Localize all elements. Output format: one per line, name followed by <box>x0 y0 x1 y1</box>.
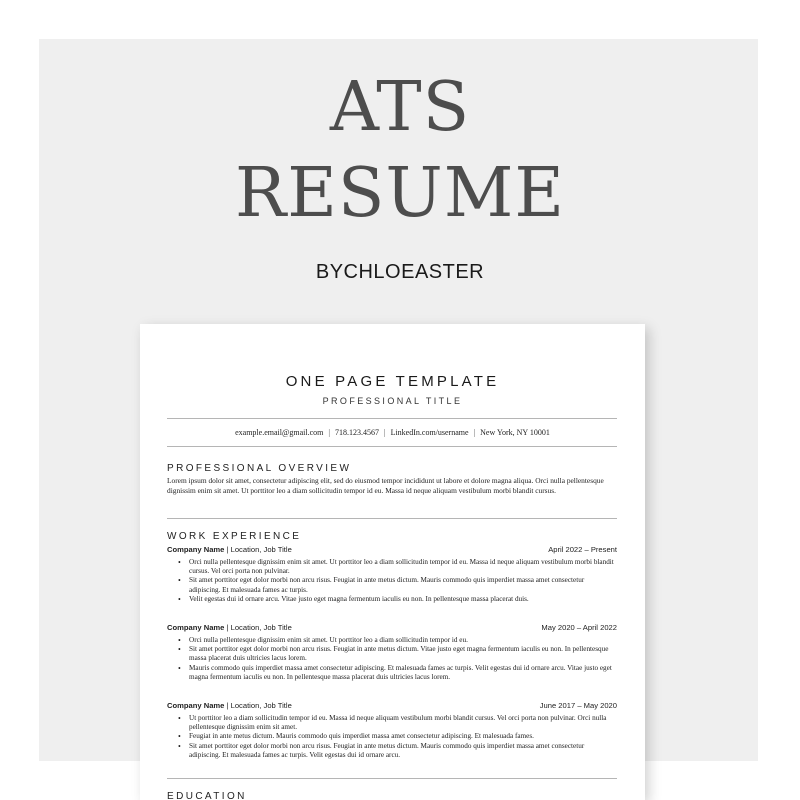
job-bullets <box>178 558 616 604</box>
resume-sheet <box>140 324 645 800</box>
bullet-item: • Sit amet porttitor eget dolor morbi non arcu risus. Feugiat in ante metus dictum. Vitae justo eget magna fermentum iaculis eu non. In pellentesque massa placerat duis ultricies lacus lorem. <box>178 645 616 663</box>
job-header <box>167 545 617 554</box>
job-details: | Location, Job Title <box>224 545 292 554</box>
bullet-item: • Feugiat in ante metus dictum. Mauris commodo quis imperdiet massa amet consectetur adipiscing. Et malesuada fames. <box>178 732 616 741</box>
bullet-item: • Sit amet porttitor eget dolor morbi non arcu risus. Feugiat in ante metus dictum. Mauris commodo quis imperdiet massa amet consectetur adipiscing. Et malesuada fames ac turpis. <box>178 576 616 594</box>
divider <box>167 518 617 519</box>
contact-separator: | <box>383 428 386 437</box>
contact-line <box>140 428 645 437</box>
hero-title-line-2: RESUME <box>235 154 565 233</box>
contact-email: example.email@gmail.com <box>235 428 324 437</box>
section-heading-work: WORK EXPERIENCE <box>167 531 302 542</box>
job-date: May 2020 – April 2022 <box>541 623 617 632</box>
contact-location: New York, NY 10001 <box>480 428 550 437</box>
overview-text: Lorem ipsum dolor sit amet, consectetur adipiscing elit, sed do eiusmod tempor incididunt ut labore et dolore magna aliqua. Orci nulla pellentesque dignissim enim sit amet. Ut porttitor leo a diam sollicitudin tempor id eu. Massa id neque aliquam vestibulum morbi blandit cursus. <box>167 476 604 495</box>
bullet-item: • Orci nulla pellentesque dignissim enim sit amet. Ut porttitor leo a diam sollicitudin tempor id eu. <box>178 636 616 645</box>
contact-separator: | <box>473 428 476 437</box>
divider <box>167 418 617 419</box>
company-name: Company Name <box>167 623 225 632</box>
job-date: April 2022 – Present <box>548 545 617 554</box>
hero-author: BYCHLOEASTER <box>315 261 485 283</box>
bullet-item: • Sit amet porttitor eget dolor morbi non arcu risus. Feugiat in ante metus dictum. Mauris commodo quis imperdiet massa amet consectetur adipiscing. Et malesuada fames ac turpis. Velit egestas dui id ornare arcu. <box>178 742 616 760</box>
job-header <box>167 701 617 710</box>
contact-linkedin: LinkedIn.com/username <box>390 428 469 437</box>
contact-phone: 718.123.4567 <box>334 428 379 437</box>
job-bullets <box>178 636 616 682</box>
resume-name: ONE PAGE TEMPLATE <box>285 373 500 390</box>
bullet-item: • Velit egestas dui id ornare arcu. Vitae justo eget magna fermentum iaculis eu non. In pellentesque massa placerat duis. <box>178 595 616 604</box>
company-name: Company Name <box>167 545 225 554</box>
divider <box>167 446 617 447</box>
hero-title-line-1: ATS <box>329 68 471 147</box>
job-details: | Location, Job Title <box>224 701 292 710</box>
company-name: Company Name <box>167 701 225 710</box>
bullet-item: • Orci nulla pellentesque dignissim enim sit amet. Ut porttitor leo a diam sollicitudin tempor id eu. Massa id neque aliquam vestibulum morbi blandit cursus. Vel orci porta non pulvinar. <box>178 558 616 576</box>
divider <box>167 778 617 779</box>
job-bullets <box>178 714 616 760</box>
section-heading-education: EDUCATION <box>167 791 247 800</box>
job-details: | Location, Job Title <box>224 623 292 632</box>
bullet-item: • Ut porttitor leo a diam sollicitudin tempor id eu. Massa id neque aliquam vestibulum morbi blandit cursus. Vel orci porta non pulvinar. Orci nulla pellentesque dignissim enim sit amet. <box>178 714 616 732</box>
bullet-item: • Mauris commodo quis imperdiet massa amet consectetur adipiscing. Et malesuada fames ac turpis. Velit egestas dui id ornare arcu. Vitae justo eget magna fermentum iaculis eu non. In pellentesque massa placerat duis ultricies lacus lorem. <box>178 664 616 682</box>
section-heading-overview: PROFESSIONAL OVERVIEW <box>167 463 352 474</box>
job-header <box>167 623 617 632</box>
contact-separator: | <box>328 428 330 437</box>
job-date: June 2017 – May 2020 <box>539 701 617 710</box>
resume-title: PROFESSIONAL TITLE <box>322 396 463 406</box>
